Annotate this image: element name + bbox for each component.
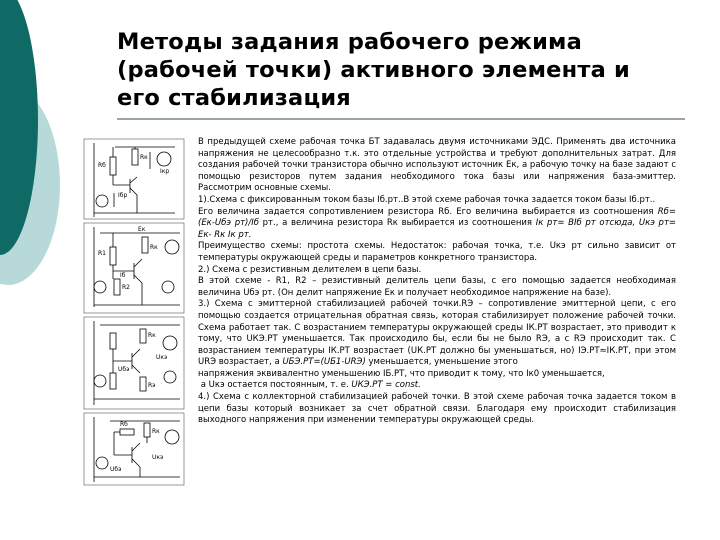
paragraph-scheme-3-const: [198, 380, 676, 392]
circuit-diagrams: [80, 137, 185, 487]
scheme-3-decrease: уменьшается, уменьшение этого: [368, 357, 518, 368]
body-text: [198, 137, 676, 427]
uke-formula: Uкэ рт= Ек- Rк Iк рт.: [198, 218, 677, 240]
paragraph-intro: В предыдущей схеме рабочая точка БТ задавалась двумя источниками ЭДС. Применять два источника напряжения не целесообразно т.к. это отдельные устройства и требуют дополнительных затрат. Для создания рабочей точки транзистора обычно используют источник Ек, а рабочую точку на базе задают с помощью резисторов путем задания необходимого тока базы или напряжения база-эмиттер. Рассмотрим основные схемы.: [198, 137, 676, 194]
uke-constant-formula: UКЭ.РТ = const.: [351, 380, 421, 391]
d1-label-ibr: Iбр: [118, 192, 128, 199]
paragraph-scheme-3: [198, 299, 676, 369]
circuit-diagram-2: [84, 223, 184, 313]
d2-label-ib: Iб: [120, 272, 126, 279]
ik-formula: Iк рт= ВIб рт: [535, 218, 596, 229]
rk-text: рт., а величина резистора Rк выбирается из соотношения: [262, 218, 533, 229]
paragraph-scheme-2-title: 2.) Схема с резистивным делителем в цепи базы.: [198, 264, 422, 275]
rb-formula-b: рт)/Iб: [234, 218, 259, 229]
d4-label-uke: Uкэ: [152, 454, 164, 461]
d4-label-rk: Rк: [152, 428, 160, 435]
scheme-3-text: 3.) Схема с эмиттерной стабилизацией рабочей точки.RЭ – сопротивление эмиттерной цепи, с его помощью создается отрицательная обратная связь, которая стабилизирует положение рабочей точки. Схема работает так. С возрастанием температуры окружающей среды IК.РТ возрастает, это приводит к тому, что UКЭ.РТ уменьшается. Так происходило бы, если бы не было RЭ, а с RЭ происходит так. С возрастанием температуры IК.РТ возрастает (UК.РТ должно бы уменьшаться, но) IЭ.РТ≈IК.РТ, при этом URЭ возрастает, а: [198, 299, 676, 368]
title-line-1: Методы задания рабочего режима: [117, 29, 583, 55]
d3-label-re: Rэ: [148, 382, 156, 389]
paragraph-scheme-1: 1).Схема с фиксированным током базы Iб.рт..В этой схеме рабочая точка задается током базы Iб.рт..: [198, 194, 656, 205]
d4-label-rb: Rб: [120, 421, 128, 428]
title-line-2: (рабочей точки) активного элемента и: [117, 57, 630, 83]
d1-label-ikr: Iкр: [160, 168, 170, 175]
title-line-3: его стабилизация: [117, 85, 351, 111]
circuit-diagram-4: [84, 413, 184, 485]
d2-label-r2: R2: [122, 284, 130, 291]
d4-label-ube: Uбэ: [110, 466, 122, 473]
d1-label-rb: Rб: [98, 162, 106, 169]
d3-label-rk: Rк: [148, 332, 156, 339]
ube-formula: UБЭ.РТ=(UБ1-URЭ): [282, 357, 366, 368]
paragraph-rb-formula: [198, 207, 676, 242]
circuit-diagram-1: [84, 139, 184, 219]
d2-label-rk: Rк: [150, 244, 158, 251]
decorative-circles: [0, 0, 80, 300]
d2-label-ek: Ек: [138, 226, 146, 233]
d2-label-r1: R1: [98, 250, 106, 257]
paragraph-advantages: Преимущество схемы: простота схемы. Недостаток: рабочая точка, т.е. Uкэ рт сильно зависит от температуры окружающей среды и параметров конкретного транзистора.: [198, 241, 676, 263]
uke-constant-text: а Uкэ остается постоянным, т. е.: [200, 380, 349, 391]
d3-label-ube: Uбэ: [118, 366, 130, 373]
paragraph-scheme-4: 4.) Схема с коллекторной стабилизацией рабочей точки. В этой схеме рабочая точка задается током в цепи базы который возникает за счет обратной связи. Благодаря ему происходит стабилизация выходного напряжения при изменении температуры окружающей среды.: [198, 392, 676, 426]
slide-title: [117, 28, 707, 112]
rb-text: Его величина задается сопротивлением резистора Rб. Его величина выбирается из соотношения: [198, 206, 654, 217]
hence-text: отсюда,: [599, 218, 636, 229]
d3-label-uke: Uкэ: [156, 354, 168, 361]
paragraph-scheme-3-cont: напряжения эквивалентно уменьшению IБ.РТ, что приводит к тому, что Iк0 уменьшается,: [198, 368, 605, 379]
paragraph-scheme-2: В этой схеме - R1, R2 – резистивный делитель цепи базы, с его помощью задается необходимая величина Uбэ рт. (Он делит напряжение Ек и получает необходимое напряжение на базе).: [198, 276, 676, 298]
rb-formula-a: Rб=(Ек-Uбэ: [198, 206, 677, 229]
d1-label-rk: Rк: [140, 154, 148, 161]
title-divider: [117, 118, 685, 120]
circuit-diagram-3: [84, 317, 184, 409]
